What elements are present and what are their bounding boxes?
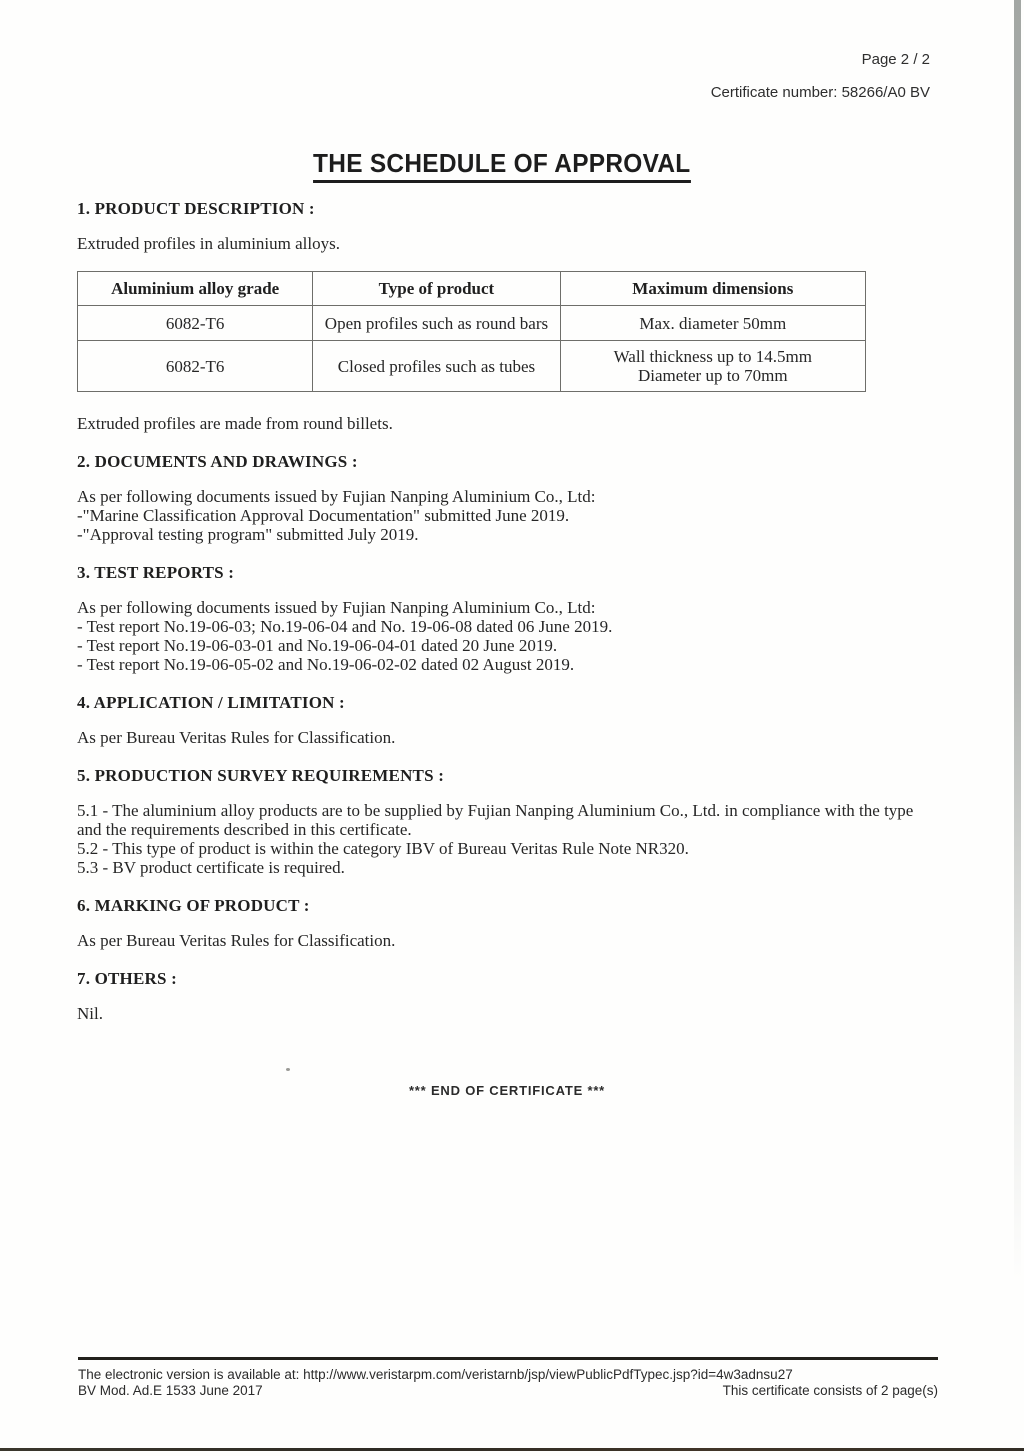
table-header-grade: Aluminium alloy grade	[78, 272, 313, 306]
end-of-certificate-marker: *** END OF CERTIFICATE ***	[408, 1083, 606, 1098]
section-3-line: - Test report No.19-06-03-01 and No.19-06-04-01 dated 20 June 2019.	[77, 636, 558, 655]
cell-dims-line: Wall thickness up to 14.5mm	[613, 347, 812, 366]
table-header-dims: Maximum dimensions	[560, 272, 865, 306]
section-2-line: -"Approval testing program" submitted July 2019.	[77, 525, 419, 544]
section-3-line: - Test report No.19-06-05-02 and No.19-06-02-02 dated 02 August 2019.	[77, 655, 575, 674]
section-3-heading: 3. TEST REPORTS :	[77, 563, 235, 582]
section-6-heading: 6. MARKING OF PRODUCT :	[77, 896, 310, 915]
section-3-line: As per following documents issued by Fujian Nanping Aluminium Co., Ltd:	[77, 598, 596, 617]
section-3-line: - Test report No.19-06-03; No.19-06-04 and No. 19-06-08 dated 06 June 2019.	[77, 617, 613, 636]
table-row	[78, 306, 866, 341]
section-2-heading: 2. DOCUMENTS AND DRAWINGS :	[77, 452, 358, 471]
section-5-heading: 5. PRODUCTION SURVEY REQUIREMENTS :	[77, 766, 445, 785]
page-number: Page 2 / 2	[861, 51, 930, 68]
cell-dims-line: Diameter up to 70mm	[637, 366, 788, 385]
section-1-note: Extruded profiles are made from round billets.	[77, 414, 393, 433]
section-1-heading: 1. PRODUCT DESCRIPTION :	[77, 199, 315, 218]
scan-bottom-edge	[0, 1448, 1024, 1451]
scan-edge-strip	[1014, 0, 1021, 1456]
footer-electronic-version: The electronic version is available at: http://www.veristarpm.com/veristarnb/jsp/viewPublicPdfTypec.jsp?id=4w3adnsu27	[78, 1367, 793, 1382]
section-7-heading: 7. OTHERS :	[77, 969, 177, 988]
section-6-line: As per Bureau Veritas Rules for Classification.	[77, 931, 396, 950]
cell-dims	[560, 341, 865, 392]
cell-type: Closed profiles such as tubes	[313, 341, 560, 392]
section-2-line: As per following documents issued by Fujian Nanping Aluminium Co., Ltd:	[77, 487, 596, 506]
footer-rule	[78, 1357, 938, 1360]
table-header-row	[78, 272, 866, 306]
scan-speck	[286, 1068, 290, 1071]
table-row	[78, 341, 866, 392]
section-5-line: 5.2 - This type of product is within the category IBV of Bureau Veritas Rule Note NR320.	[77, 839, 689, 858]
section-5-line: 5.1 - The aluminium alloy products are to be supplied by Fujian Nanping Aluminium Co., Ltd. in compliance with the type and the requirements described in this certificate.	[77, 801, 914, 839]
section-5-line: 5.3 - BV product certificate is required.	[77, 858, 345, 877]
page-footer	[78, 1357, 938, 1398]
cell-type: Open profiles such as round bars	[313, 306, 560, 341]
section-1-intro: Extruded profiles in aluminium alloys.	[77, 234, 340, 253]
footer-form-reference: BV Mod. Ad.E 1533 June 2017	[78, 1383, 263, 1398]
section-4-heading: 4. APPLICATION / LIMITATION :	[77, 693, 345, 712]
section-4-line: As per Bureau Veritas Rules for Classification.	[77, 728, 396, 747]
page-header	[711, 51, 930, 102]
section-2-line: -"Marine Classification Approval Documentation" submitted June 2019.	[77, 506, 570, 525]
cell-grade: 6082-T6	[78, 341, 313, 392]
table-header-type: Type of product	[313, 272, 560, 306]
approval-table	[77, 271, 866, 392]
section-7-line: Nil.	[77, 1004, 103, 1023]
document-title: THE SCHEDULE OF APPROVAL	[313, 148, 690, 183]
cell-dims: Max. diameter 50mm	[560, 306, 865, 341]
document-body	[77, 199, 930, 1023]
footer-page-count: This certificate consists of 2 page(s)	[722, 1383, 938, 1398]
title-wrap	[0, 148, 1004, 183]
certificate-number: Certificate number: 58266/A0 BV	[710, 84, 930, 101]
cell-grade: 6082-T6	[78, 306, 313, 341]
